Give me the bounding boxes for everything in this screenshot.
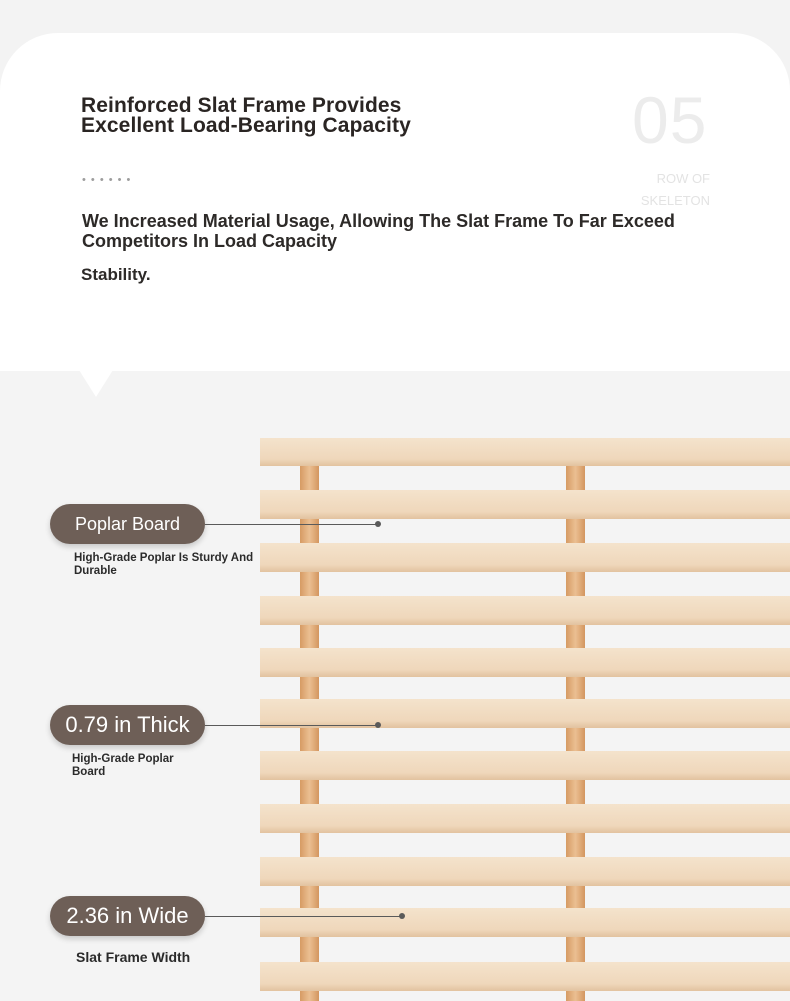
decorative-dots: • • • • • • — [82, 174, 132, 186]
callout-pill-thickness — [50, 705, 205, 745]
section-label — [620, 168, 710, 212]
callout-label: Poplar Board — [74, 513, 181, 534]
section-label-line-1: ROW OF — [656, 171, 710, 186]
leader-dot — [375, 521, 381, 527]
leader-line — [205, 916, 402, 917]
callout-note: High-Grade Poplar Is Sturdy And Durable — [74, 552, 254, 577]
leader-line — [205, 725, 378, 726]
callout-pill-width — [50, 896, 205, 936]
section-number: 05 — [632, 83, 708, 157]
callout-label: 2.36 in Wide — [66, 903, 189, 928]
callout-note: Slat Frame Width — [76, 949, 191, 965]
feature-description: We Increased Material Usage, Allowing The Slat Frame To Far Exceed Competitors In Load Capacity — [82, 211, 675, 251]
title-line-1: Reinforced Slat Frame Provides — [81, 94, 402, 117]
section-label-line-2: SKELETON — [640, 193, 710, 208]
feature-description-tail: Stability. — [81, 265, 151, 284]
page-title — [81, 96, 411, 136]
callout-note: High-Grade Poplar Board — [72, 753, 174, 778]
title-line-2: Excellent Load-Bearing Capacity — [81, 114, 411, 137]
leader-line — [205, 524, 378, 525]
callout-pill-poplar-board — [50, 504, 205, 544]
card-pointer — [79, 370, 113, 397]
callout-label: 0.79 in Thick — [65, 712, 190, 737]
leader-dot — [399, 913, 405, 919]
leader-dot — [375, 722, 381, 728]
